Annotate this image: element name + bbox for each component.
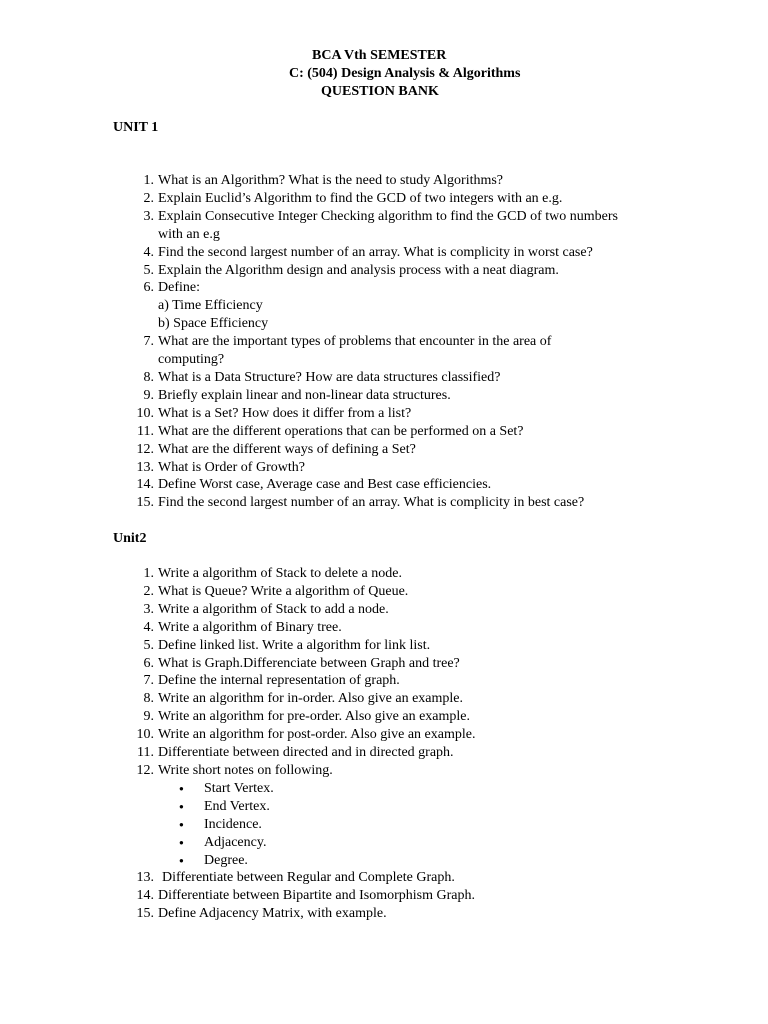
list-item: 4. Find the second largest number of an array. What is complicity in worst case? (143, 244, 593, 260)
list-item: 5. Define linked list. Write a algorithm for link list. (143, 637, 431, 653)
list-item: 8. Write an algorithm for in-order. Also give an example. (143, 691, 464, 707)
list-item: 12. Write short notes on following. ● Start Vertex. ● End Vertex. ● Incidence. ● Adjacency. ● Degree. (0, 762, 658, 869)
list-item: 14. Define Worst case, Average case and Best case efficiencies. (136, 477, 492, 493)
list-item: 1. What is an Algorithm? What is the need to study Algorithms? (143, 173, 504, 188)
list-item: 11. What are the different operations that can be performed on a Set? (137, 423, 524, 439)
list-item: 6. What is Graph.Differenciate between Graph and tree? (143, 655, 460, 671)
list-item: 7. Define the internal representation of graph. (143, 673, 400, 689)
list-item: 12. What are the different ways of defining a Set? (136, 441, 416, 457)
short-notes-bullet-list (158, 780, 658, 870)
list-item: 5. Explain the Algorithm design and analysis process with a neat diagram. (143, 262, 559, 278)
list-item: 2. Explain Euclid’s Algorithm to find the GCD of two integers with an e.g. (143, 190, 563, 206)
bullet-item: ● End Vertex. (204, 798, 658, 816)
list-item: 6. Define: a) Time Efficiency b) Space Efficiency (143, 280, 269, 332)
list-item: 13. Differentiate between Regular and Complete Graph. (136, 870, 455, 886)
list-item: 10. What is a Set? How does it differ from a list? (136, 405, 412, 421)
unit1-question-list (0, 172, 658, 512)
list-item: 3. Write a algorithm of Stack to add a node. (143, 601, 389, 617)
list-item: 4. Write a algorithm of Binary tree. (143, 619, 342, 635)
list-item: 13. What is Order of Growth? (136, 459, 305, 475)
list-item: 14. Differentiate between Bipartite and Isomorphism Graph. (136, 888, 475, 904)
unit2-question-list (0, 565, 658, 923)
question-bank-heading: QUESTION BANK (321, 84, 439, 99)
list-item: 2. What is Queue? Write a algorithm of Queue. (143, 583, 409, 599)
list-item: 10. Write an algorithm for post-order. Also give an example. (136, 727, 476, 743)
list-item: 7. What are the important types of problems that encounter in the area of computing? (143, 334, 552, 368)
list-item: 8. What is a Data Structure? How are data structures classified? (143, 369, 501, 385)
list-item: 1. Write a algorithm of Stack to delete a node. (143, 566, 402, 581)
unit1-heading: UNIT 1 (113, 120, 159, 135)
list-item: 15. Define Adjacency Matrix, with example. (136, 906, 387, 922)
semester-heading: BCA Vth SEMESTER (312, 48, 447, 63)
list-item: 11. Differentiate between directed and in directed graph. (137, 745, 454, 761)
bullet-item: ● Degree. (204, 852, 658, 870)
list-item: 9. Briefly explain linear and non-linear data structures. (143, 387, 451, 403)
bullet-item: ● Adjacency. (204, 834, 658, 852)
unit2-heading: Unit2 (113, 531, 147, 546)
course-heading: C: (504) Design Analysis & Algorithms (289, 66, 521, 81)
list-item: 9. Write an algorithm for pre-order. Also give an example. (143, 709, 470, 725)
list-item: 3. Explain Consecutive Integer Checking algorithm to find the GCD of two numbers with an e.g (143, 208, 618, 242)
bullet-item: ● Incidence. (204, 816, 658, 834)
list-item: 15. Find the second largest number of an array. What is complicity in best case? (136, 495, 585, 511)
bullet-item: ● Start Vertex. (204, 780, 658, 798)
